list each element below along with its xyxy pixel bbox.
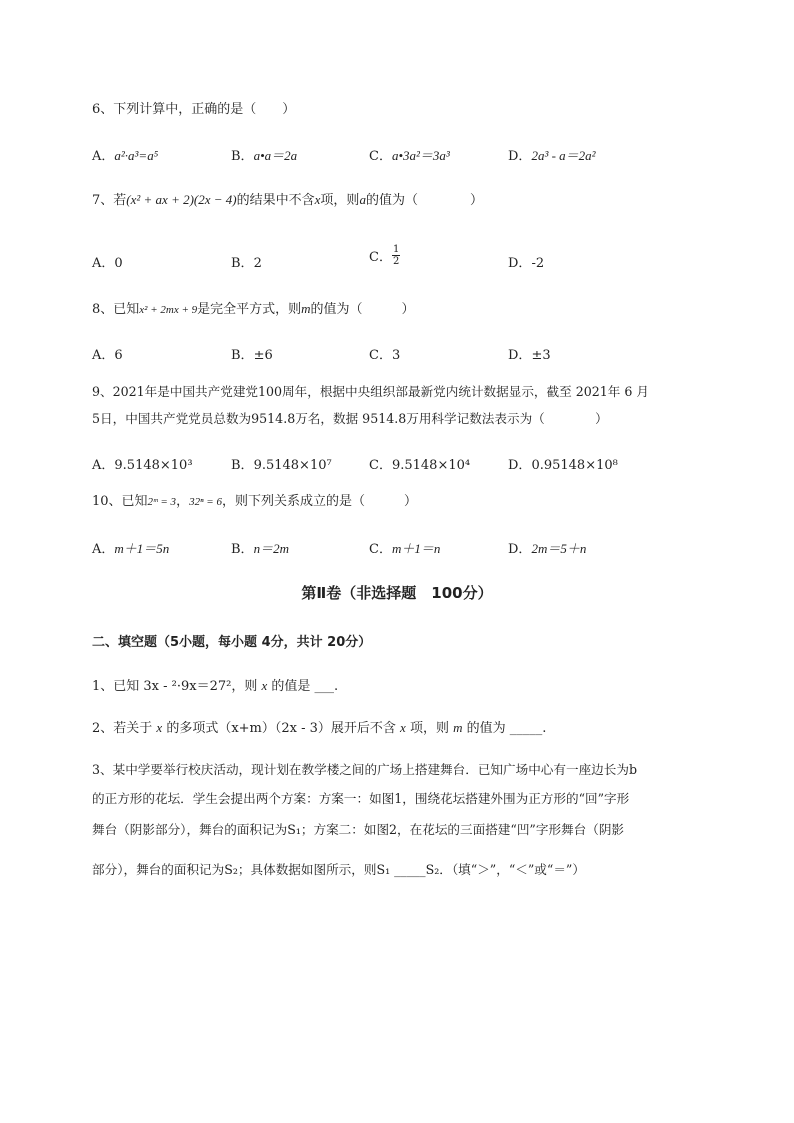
- fill-question-3-line-4: 部分），舞台的面积记为S₂；具体数据如图所示，则S₁ _____S₂．（填“＞”，“＜”或“＝”）: [92, 862, 585, 877]
- question-7-stem: 7、若(x² + ax + 2)(2x − 4)的结果中不含x项，则a的值为（ ）: [92, 192, 483, 208]
- q8-option-c: C．3: [369, 348, 401, 363]
- q10-option-c: C．m＋1＝n: [369, 541, 441, 557]
- q6-option-a: A．a²·a³=a⁵: [92, 148, 159, 164]
- q6-option-c: C．a•3a²＝3a³: [369, 148, 450, 164]
- q9-option-b: B．9.5148×10⁷: [231, 458, 332, 473]
- question-6-stem: 6、下列计算中，正确的是（ ）: [92, 102, 296, 117]
- q7-option-b: B．2: [231, 256, 262, 271]
- q8-expression: x² + 2mx + 9: [139, 304, 198, 316]
- q7-expression: (x² + ax + 2)(2x − 4): [126, 192, 237, 207]
- q10-option-a: A．m＋1＝5n: [92, 541, 170, 557]
- fill-question-2: 2、若关于 x 的多项式（x+m）（2x - 3）展开后不含 x 项，则 m 的值为 _____.: [92, 720, 547, 736]
- q9-option-a: A．9.5148×10³: [92, 458, 193, 473]
- fill-question-3-line-1: 3、某中学要举行校庆活动，现计划在教学楼之间的广场上搭建舞台．已知广场中心有一座边长为b: [92, 762, 638, 777]
- q8-option-d: D．±3: [508, 348, 551, 363]
- q6-option-d: D．2a³ - a＝2a²: [508, 148, 596, 164]
- question-10-stem: 10、已知2ᵐ = 3，32ⁿ = 6，则下列关系成立的是（ ）: [92, 494, 417, 509]
- q10-option-b: B．n＝2m: [231, 541, 289, 557]
- q8-option-b: B．±6: [231, 348, 273, 363]
- q8-option-a: A．6: [92, 348, 123, 363]
- q7-option-c: C． $\frac{1}{2}$: [369, 244, 400, 267]
- q10-option-d: D．2m＝5＋n: [508, 541, 587, 557]
- fill-question-3-line-3: 舞台（阴影部分），舞台的面积记为S₁；方案二：如图2，在花坛的三面搭建“凹”字形舞台（阴影: [92, 822, 625, 837]
- q6-option-b: B．a•a＝2a: [231, 148, 298, 164]
- q9-option-c: C．9.5148×10⁴: [369, 458, 471, 473]
- q7-option-d: D．-2: [508, 256, 545, 271]
- question-9-line-1: 9、2021年是中国共产党建党100周年，根据中央组织部最新党内统计数据显示，截至 2021年 6 月: [92, 384, 649, 399]
- q7-option-a: A．0: [92, 256, 123, 271]
- fill-question-1: 1、已知 3x - ²·9x＝27²，则 x 的值是 ___.: [92, 678, 339, 694]
- question-8-stem: 8、已知x² + 2mx + 9是完全平方式，则m的值为（ ）: [92, 301, 415, 317]
- fill-question-3-line-2: 的正方形的花坛．学生会提出两个方案：方案一：如图1，围绕花坛搭建外围为正方形的“回”字形: [92, 791, 630, 806]
- section-2-title: 第Ⅱ卷（非选择题 100分）: [301, 584, 493, 602]
- section-2-subtitle: 二、填空题（5小题，每小题 4分，共计 20分）: [92, 635, 372, 650]
- q9-option-d: D．0.95148×10⁸: [508, 458, 618, 473]
- fraction-one-half: $\frac{1}{2}$: [392, 244, 400, 267]
- question-9-line-2: 5日，中国共产党党员总数为9514.8万名，数据 9514.8万用科学记数法表示为（ ）: [92, 411, 608, 426]
